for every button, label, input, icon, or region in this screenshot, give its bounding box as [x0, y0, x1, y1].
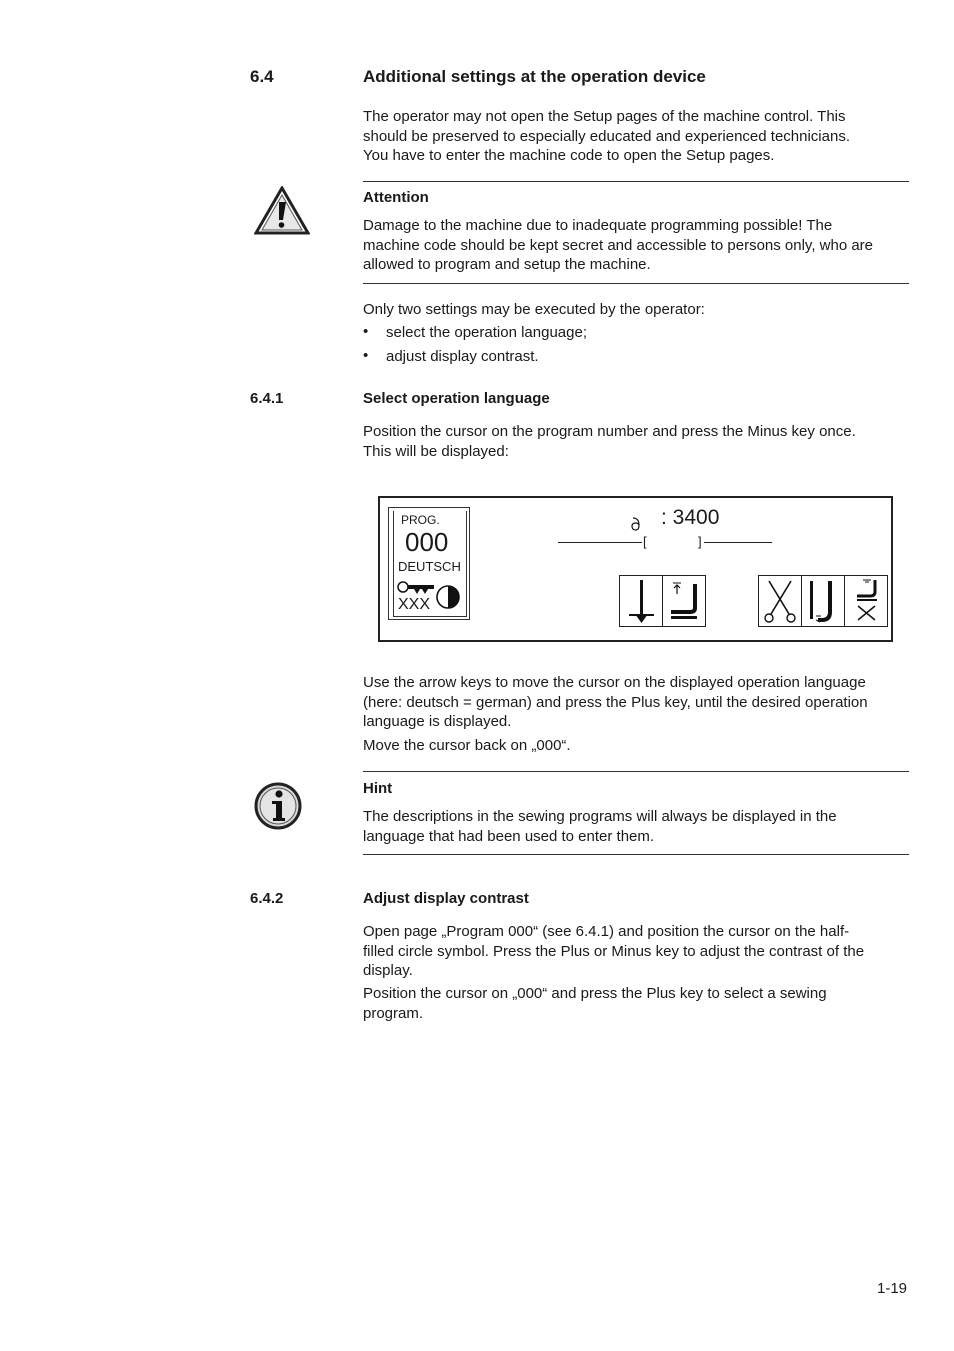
- function-keys-left: [619, 575, 706, 627]
- program-panel: [388, 507, 470, 620]
- scissors-icon: [759, 576, 801, 626]
- subsection-title: Select operation language: [363, 390, 550, 407]
- thread-cut-button[interactable]: [845, 576, 887, 626]
- thread-button[interactable]: [802, 576, 845, 626]
- foot-lift-icon: [663, 576, 705, 626]
- subsection-text: Position the cursor on the program number and press the Minus key once. This will be displayed:: [363, 423, 856, 460]
- prog-number[interactable]: 000: [405, 527, 449, 557]
- function-keys-right: [758, 575, 888, 627]
- hint-heading: Hint: [363, 780, 393, 797]
- thread-cut-icon: [845, 576, 887, 626]
- hint-text: The descriptions in the sewing programs will always be displayed in the language that had been used to enter them.: [363, 808, 837, 845]
- contrast-paragraph: Open page „Program 000“ (see 6.4.1) and position the cursor on the half- filled circle symbol. Press the Plus or Minus key to adjust the contrast of the display.: [363, 923, 865, 979]
- info-icon: [254, 782, 302, 830]
- subsection-title: Adjust display contrast: [363, 890, 529, 907]
- bullet-icon: •: [363, 347, 369, 364]
- subsection-number: 6.4.2: [250, 890, 284, 907]
- machine-code[interactable]: XXX: [398, 596, 431, 613]
- move-back-text: Move the cursor back on „000“.: [363, 737, 571, 754]
- language-field[interactable]: DEUTSCH: [398, 559, 461, 574]
- needle-position-button[interactable]: [620, 576, 663, 626]
- bracket-close: ]: [698, 534, 702, 549]
- bracket-open: [: [643, 534, 647, 549]
- key-icon: [397, 579, 435, 597]
- attention-top-rule: [363, 181, 909, 182]
- warning-triangle-icon: [254, 186, 310, 236]
- attention-heading: Attention: [363, 189, 429, 206]
- list-item: adjust display contrast.: [386, 348, 539, 365]
- foot-lift-button[interactable]: [663, 576, 705, 626]
- contrast-icon[interactable]: [435, 584, 461, 610]
- intro-paragraph: The operator may not open the Setup pages of the machine control. This should be preserved to especially educated and experienced technicians. You have to enter the machine code to open the Setup pages.: [363, 108, 850, 164]
- speed-value[interactable]: : 3400: [661, 506, 720, 529]
- bullet-icon: •: [363, 323, 369, 340]
- hint-bottom-rule: [363, 854, 909, 855]
- needle-down-icon: [620, 576, 662, 626]
- thread-trimmer-button[interactable]: [759, 576, 802, 626]
- after-display-text: Use the arrow keys to move the cursor on the displayed operation language (here: deutsch = german) and press the Plus key, until the desired operation language is displayed.: [363, 674, 868, 730]
- subsection-number: 6.4.1: [250, 390, 284, 407]
- settings-intro: Only two settings may be executed by the operator:: [363, 301, 705, 318]
- speed-icon: [630, 516, 642, 532]
- section-title: Additional settings at the operation device: [363, 67, 706, 86]
- hint-top-rule: [363, 771, 909, 772]
- list-item: select the operation language;: [386, 324, 587, 341]
- thread-icon: [802, 576, 844, 626]
- attention-bottom-rule: [363, 283, 909, 284]
- program-select-paragraph: Position the cursor on „000“ and press the Plus key to select a sewing program.: [363, 985, 827, 1022]
- page-number: 1-19: [877, 1280, 908, 1297]
- operation-display: [378, 496, 893, 642]
- section-number: 6.4: [250, 67, 274, 86]
- prog-label: PROG.: [401, 513, 440, 527]
- attention-text: Damage to the machine due to inadequate programming possible! The machine code should be kept secret and accessible to persons only, who are allowed to program and setup the machine.: [363, 217, 874, 273]
